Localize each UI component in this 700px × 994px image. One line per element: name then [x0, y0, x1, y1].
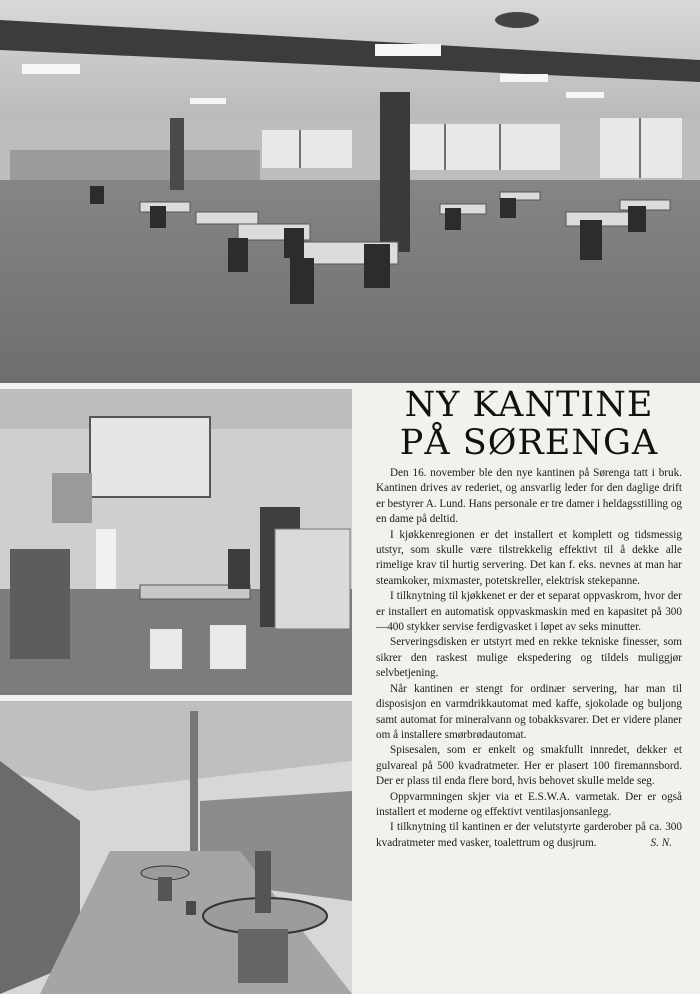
article-body	[376, 466, 682, 851]
headline-line-1: NY KANTINE	[404, 385, 654, 425]
kitchen-photo	[0, 389, 352, 695]
article-paragraph: I kjøkkenregionen er det installert et komplett og tidsmessig utstyr, som skulle være tilstrekkelig effektivt til å dekke alle rimelige krav til hurtig servering. Det kan f. eks. nevnes at man har steamkoker, mixmaster, potetskreller, elektrisk stekepanne.	[376, 528, 682, 587]
article-headline	[370, 386, 688, 462]
article-paragraph: I tilknytning til kjøkkenet er der et separat oppvaskrom, hvor der er installert en automatisk oppvaskmaskin med en kapasitet på 300—400 stykker servise ferdigvasket i løpet av seks minutter.	[376, 590, 682, 634]
article-paragraph: Den 16. november ble den nye kantinen på Sørenga tatt i bruk. Kantinen drives av rederiet, og ansvarlig leder for den daglige drift er bestyrer A. Lund. Hans personale er tre damer i heldagsstilling og en dame på deltid.	[376, 467, 683, 526]
washroom-photo	[0, 701, 352, 994]
article-paragraph: Oppvarmningen skjer via et E.S.W.A. varmetak. Der er også installert et moderne og effektivt ventilasjonsanlegg.	[376, 790, 682, 818]
article-paragraph: Serveringsdisken er utstyrt med en rekke tekniske finesser, som sikrer den raskest mulige ekspedering og tildels muliggjør selvbetjening.	[376, 636, 682, 680]
article	[370, 386, 688, 986]
article-signature: S. N.	[650, 836, 672, 849]
headline-line-2: PÅ SØRENGA	[399, 423, 659, 463]
article-paragraph: Spisesalen, som er enkelt og smakfullt innredet, dekker et gulvareal på 500 kvadratmeter. Her er plasert 100 firemannsbord. Der er plass til enda flere bord, hvis behovet skulle melde seg.	[376, 744, 682, 788]
article-paragraph-text: I tilknytning til kantinen er der velutstyrte garderober på ca. 300 kvadratmeter med vasker, toalettrum og dusjrum.	[376, 821, 682, 849]
article-last-paragraph	[376, 820, 682, 851]
dining-hall-photo	[0, 0, 700, 383]
article-paragraph: Når kantinen er stengt for ordinær servering, har man til disposisjon en varmdrikkautomat med kaffe, sjokolade og buljong samt automat for mineralvann og tobakksvarer. Det er videre planer om å installere smørbrødautomat.	[376, 682, 682, 741]
